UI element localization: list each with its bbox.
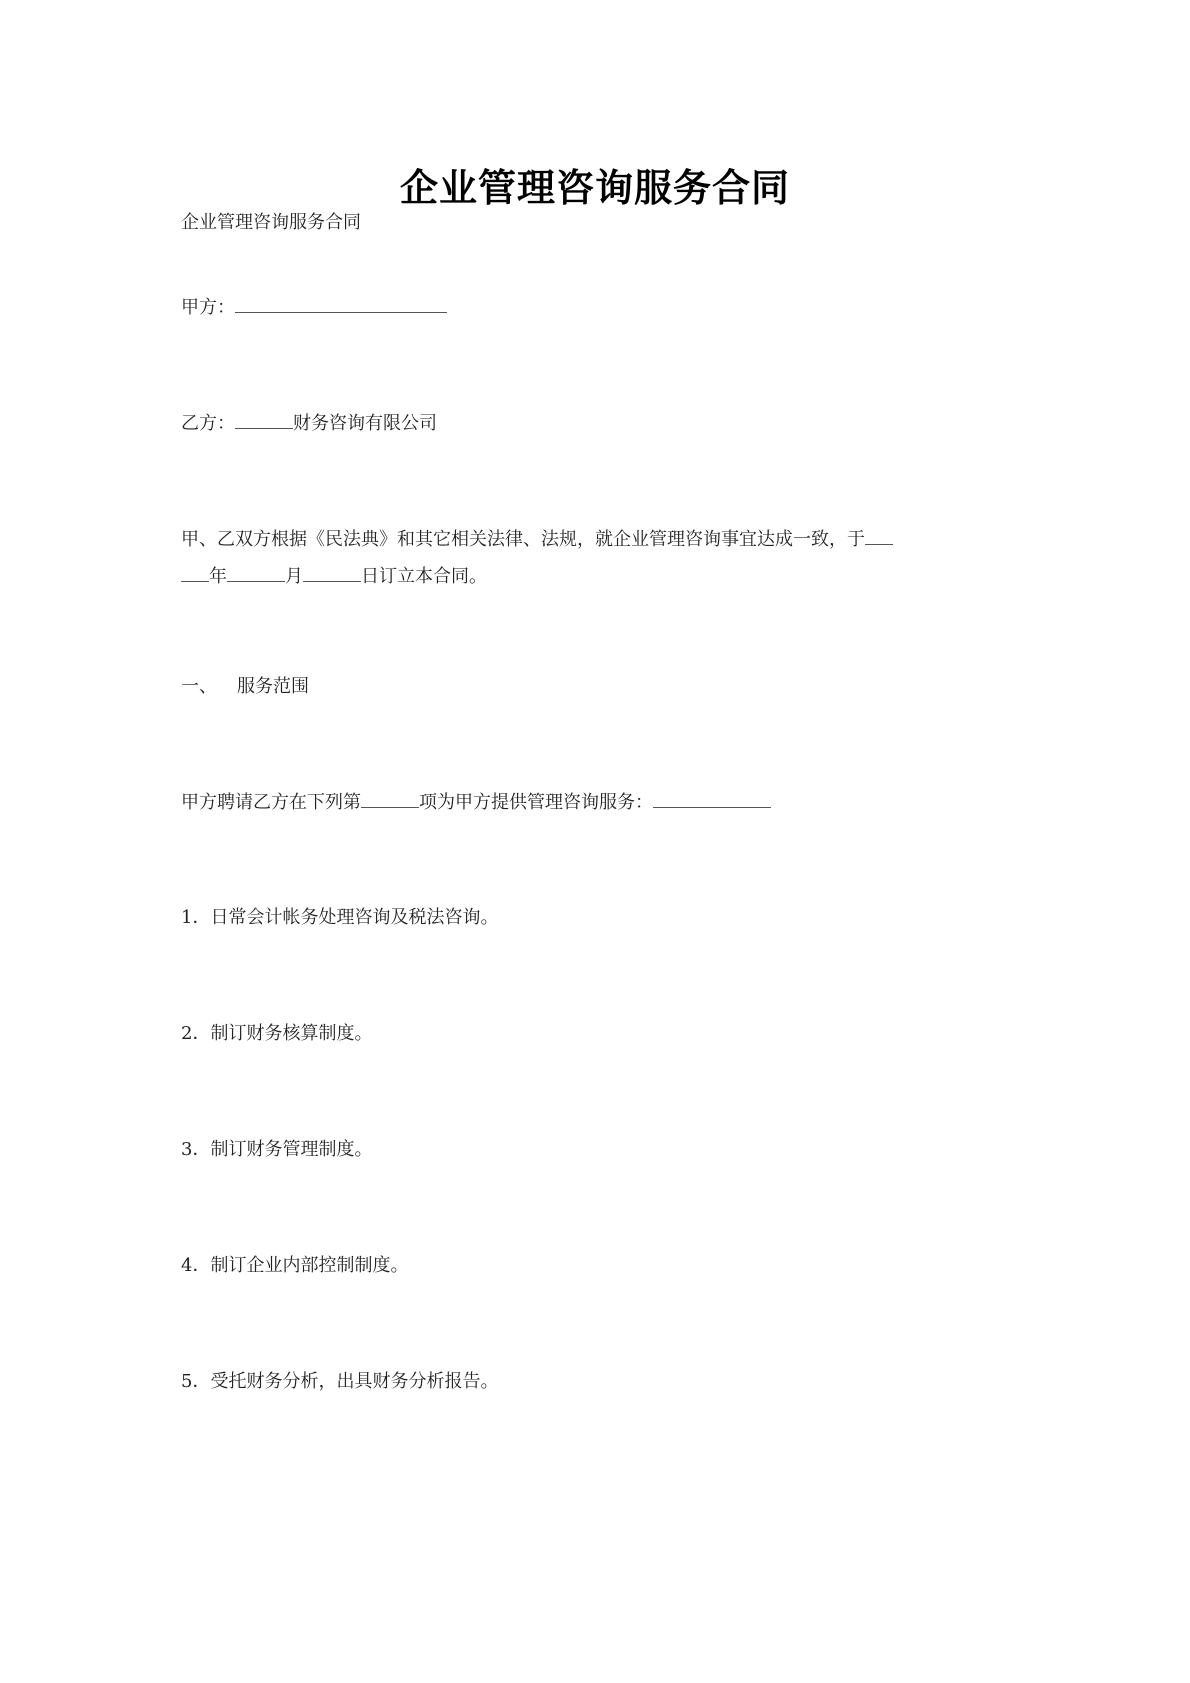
section-1-heading — [181, 672, 309, 702]
list-item: 1．日常会计帐务处理咨询及税法咨询。 — [181, 907, 499, 928]
month-blank-field[interactable] — [227, 563, 285, 582]
day-blank-field[interactable] — [303, 563, 361, 582]
item-number-blank-field[interactable] — [361, 789, 419, 808]
party-b-blank-field[interactable] — [235, 410, 293, 429]
list-item: 3．制订财务管理制度。 — [181, 1139, 373, 1160]
party-b-line — [181, 409, 437, 439]
preamble-text: 甲、乙双方根据《民法典》和其它相关法律、法规，就企业管理咨询事宜达成一致，于 — [181, 529, 865, 550]
service-intro-part2: 项为甲方提供管理咨询服务： — [419, 792, 653, 813]
party-b-suffix: 财务咨询有限公司 — [293, 413, 437, 434]
document-subtitle: 企业管理咨询服务合同 — [181, 212, 361, 233]
party-a-line — [181, 293, 447, 323]
year-label: 年 — [209, 566, 227, 587]
party-b-label: 乙方： — [181, 413, 235, 434]
list-item: 5．受托财务分析，出具财务分析报告。 — [181, 1371, 499, 1392]
year-blank-part2[interactable] — [181, 563, 209, 582]
day-label: 日订立本合同。 — [361, 566, 487, 587]
year-blank-part1[interactable] — [865, 526, 893, 545]
document-title: 企业管理咨询服务合同 — [399, 165, 790, 210]
section-number: 一、 — [181, 676, 217, 697]
service-blank-field[interactable] — [653, 789, 771, 808]
month-label: 月 — [285, 566, 303, 587]
party-a-label: 甲方： — [181, 297, 235, 318]
service-intro-part1: 甲方聘请乙方在下列第 — [181, 792, 361, 813]
preamble-paragraph — [181, 521, 1021, 595]
service-intro-line — [181, 788, 771, 818]
section-heading: 服务范围 — [237, 676, 309, 697]
party-a-blank-field[interactable] — [235, 294, 447, 313]
list-item: 4．制订企业内部控制制度。 — [181, 1255, 409, 1276]
list-item: 2．制订财务核算制度。 — [181, 1023, 373, 1044]
